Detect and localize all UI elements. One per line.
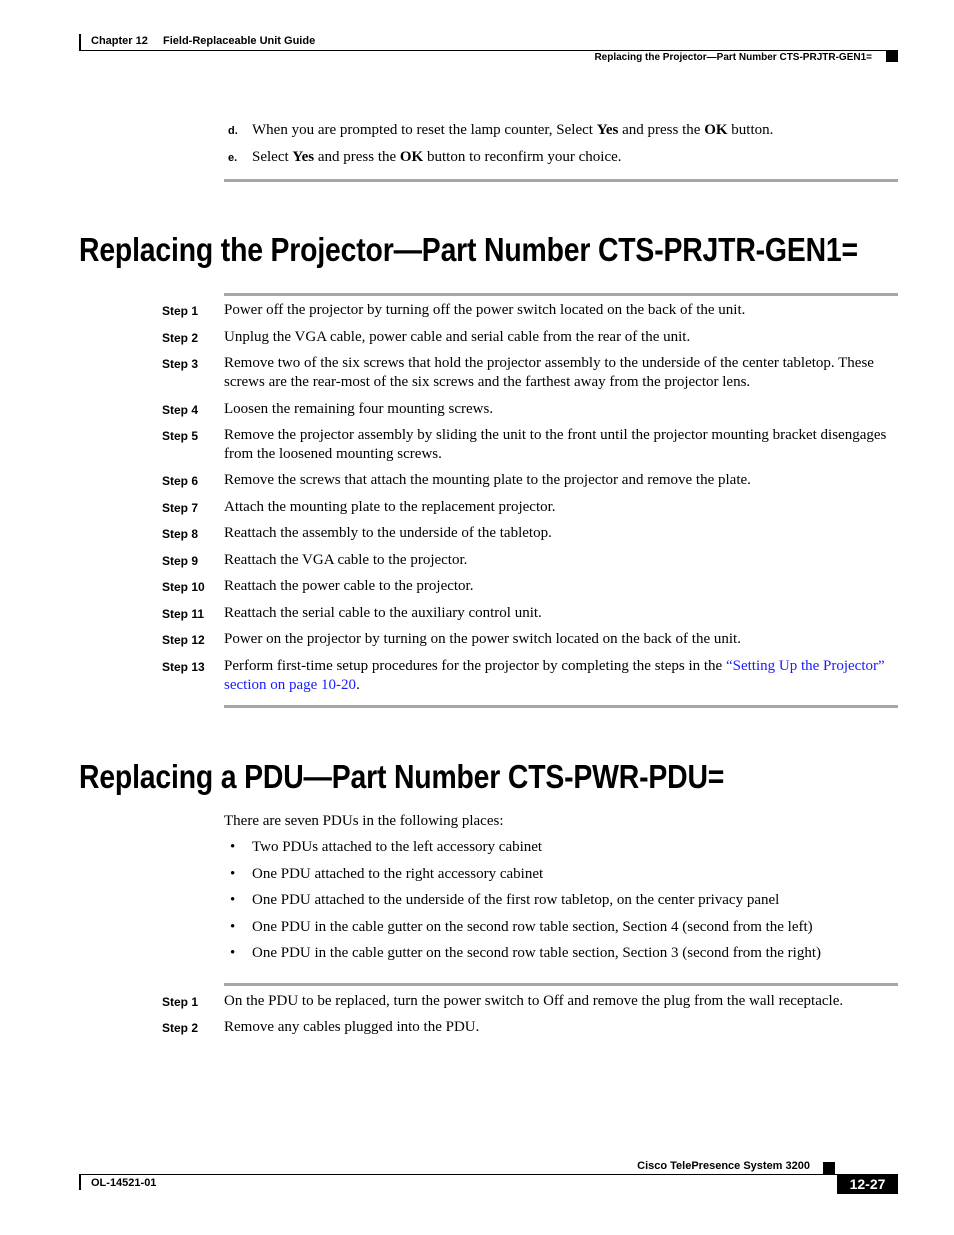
step-text: Perform first-time setup procedures for the projector by completing the steps in the “Setting Up the Projector” section on page 10-20. [224, 658, 885, 693]
step-text: Loosen the remaining four mounting screws. [224, 401, 494, 417]
header-left-bar [79, 34, 81, 50]
footer-doc-number: OL-14521-01 [91, 1177, 157, 1189]
bullet-symbol: • [230, 945, 236, 961]
header-rule [79, 50, 898, 51]
section-title-pdu: Replacing a PDU—Part Number CTS-PWR-PDU= [79, 758, 725, 795]
footer-rule [79, 1174, 898, 1175]
step-label: Step 1 [162, 304, 199, 318]
step-label: Step 9 [162, 554, 199, 568]
bullet-symbol: • [230, 839, 236, 855]
step-text: Remove the projector assembly by sliding the unit to the front until the projector mounting bracket disengages from the loosened mounting screws. [224, 427, 887, 462]
bullet-item: One PDU attached to the right accessory cabinet [252, 866, 544, 882]
step-text: Attach the mounting plate to the replacement projector. [224, 499, 556, 515]
step-label: Step 8 [162, 527, 199, 541]
header-section-title: Replacing the Projector—Part Number CTS-PRJTR-GEN1= [594, 52, 872, 63]
section-divider [224, 179, 898, 182]
step-text: Reattach the VGA cable to the projector. [224, 552, 468, 568]
step-label: Step 13 [162, 660, 205, 674]
step-text: Remove the screws that attach the mounting plate to the projector and remove the plate. [224, 472, 751, 488]
step-label: Step 5 [162, 429, 199, 443]
step-text: Reattach the serial cable to the auxiliary control unit. [224, 605, 542, 621]
step-label: Step 4 [162, 403, 199, 417]
bullet-item: One PDU in the cable gutter on the second row table section, Section 4 (second from the left) [252, 919, 813, 935]
step-label: Step 2 [162, 331, 199, 345]
header-chapter: Chapter 12 [91, 35, 148, 47]
step-label: Step 7 [162, 501, 199, 515]
substep-text: When you are prompted to reset the lamp counter, Select Yes and press the OK button. [252, 122, 774, 138]
page-number: 12-27 [837, 1174, 898, 1194]
step-label: Step 1 [162, 995, 199, 1009]
bullet-symbol: • [230, 919, 236, 935]
step-label: Step 2 [162, 1021, 199, 1035]
header-guide-title: Field-Replaceable Unit Guide [163, 35, 316, 47]
substep-letter: e. [228, 152, 238, 164]
bullet-item: Two PDUs attached to the left accessory cabinet [252, 839, 543, 855]
section-divider [224, 293, 898, 296]
step-label: Step 11 [162, 607, 205, 621]
step-text: Remove any cables plugged into the PDU. [224, 1019, 480, 1035]
section-divider [224, 705, 898, 708]
step-label: Step 10 [162, 580, 205, 594]
step-label: Step 12 [162, 633, 205, 647]
footer-system-name: Cisco TelePresence System 3200 [637, 1160, 810, 1172]
bullet-item: One PDU in the cable gutter on the second row table section, Section 3 (second from the right) [252, 945, 822, 961]
setting-up-projector-link[interactable]: “Setting Up the Projector” section on page 10-20 [224, 658, 885, 693]
section-title-projector: Replacing the Projector—Part Number CTS-PRJTR-GEN1= [79, 231, 858, 268]
bullet-item: One PDU attached to the underside of the first row tabletop, on the center privacy panel [252, 892, 780, 908]
step-text: Unplug the VGA cable, power cable and serial cable from the rear of the unit. [224, 329, 691, 345]
step-text: On the PDU to be replaced, turn the power switch to Off and remove the plug from the wall receptacle. [224, 993, 844, 1009]
step-label: Step 6 [162, 474, 199, 488]
bullet-symbol: • [230, 866, 236, 882]
step-text: Power on the projector by turning on the power switch located on the back of the unit. [224, 631, 741, 647]
step-text: Reattach the assembly to the underside of the tabletop. [224, 525, 552, 541]
substep-letter: d. [228, 125, 238, 137]
section-divider [224, 983, 898, 986]
bullet-symbol: • [230, 892, 236, 908]
step-text: Remove two of the six screws that hold the projector assembly to the underside of the center tabletop. These screws are the rear-most of the six screws and the farthest away from the projector lens. [224, 355, 874, 390]
header-marker-block [886, 50, 898, 62]
footer-left-bar [79, 1174, 81, 1190]
step-text: Reattach the power cable to the projector. [224, 578, 474, 594]
step-text: Power off the projector by turning off the power switch located on the back of the unit. [224, 302, 746, 318]
substep-text: Select Yes and press the OK button to reconfirm your choice. [252, 149, 622, 165]
footer-marker-block [823, 1162, 835, 1174]
step-label: Step 3 [162, 357, 199, 371]
intro-paragraph: There are seven PDUs in the following places: [224, 813, 504, 829]
